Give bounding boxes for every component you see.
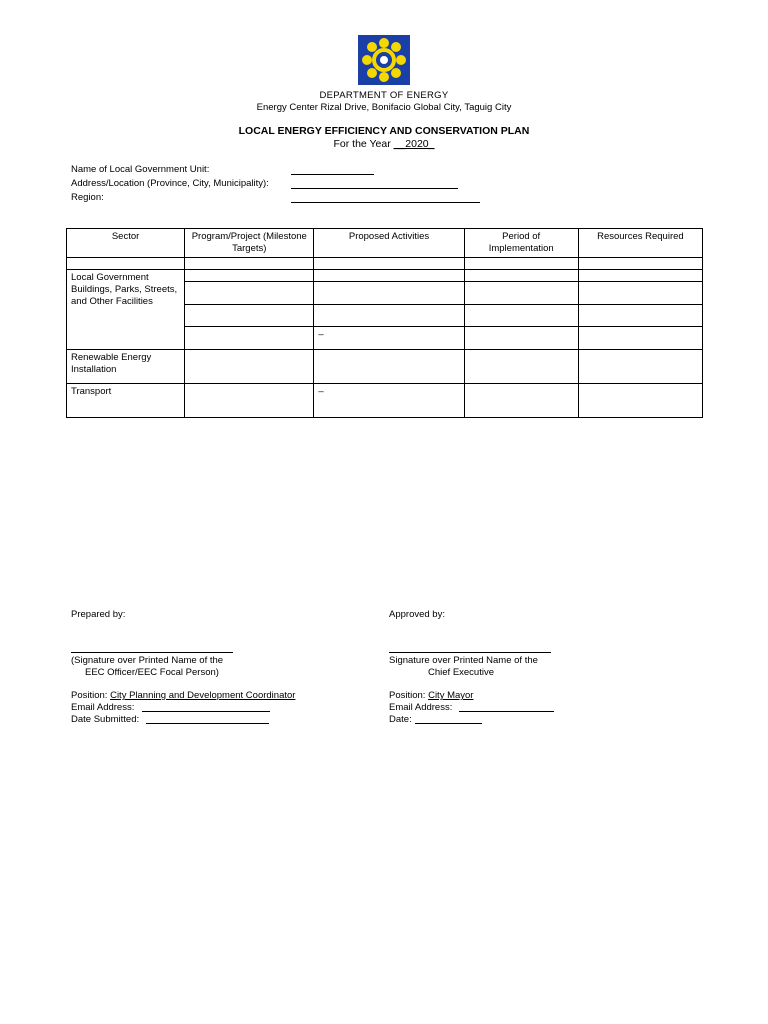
table-cell[interactable] <box>578 258 702 270</box>
table-cell[interactable] <box>464 270 578 282</box>
region-label: Region: <box>71 192 104 203</box>
table-cell[interactable] <box>185 327 314 350</box>
header-resources: Resources Required <box>578 229 702 258</box>
table-cell[interactable] <box>314 270 464 282</box>
address-field[interactable] <box>291 188 458 189</box>
address-label: Address/Location (Province, City, Municipality): <box>71 178 269 189</box>
prepared-signature-line[interactable] <box>71 652 233 653</box>
prepared-position-value: City Planning and Development Coordinator <box>110 690 296 701</box>
table-cell[interactable] <box>185 350 314 384</box>
approved-signature-caption-2: Chief Executive <box>428 667 495 678</box>
prepared-signature-caption-2: EEC Officer/EEC Focal Person) <box>85 667 219 678</box>
year-prefix: For the Year <box>333 138 394 150</box>
header-sector: Sector <box>67 229 185 258</box>
table-cell[interactable] <box>578 282 702 305</box>
table-cell[interactable] <box>185 282 314 305</box>
table-row <box>67 270 703 282</box>
prepared-signature-caption-1: (Signature over Printed Name of the <box>71 655 224 666</box>
table-cell[interactable] <box>578 327 702 350</box>
table-cell[interactable] <box>185 384 314 418</box>
table-header-row <box>67 229 703 258</box>
approved-date-label: Date: <box>389 714 412 725</box>
document-title: LOCAL ENERGY EFFICIENCY AND CONSERVATION PLAN <box>238 125 530 137</box>
department-name: DEPARTMENT OF ENERGY <box>319 90 449 101</box>
table-cell[interactable] <box>464 384 578 418</box>
prepared-email-label: Email Address: <box>71 702 135 713</box>
plan-year <box>0 138 768 150</box>
table-cell[interactable] <box>314 282 464 305</box>
approved-email-field[interactable] <box>459 711 554 712</box>
prepared-date-label: Date Submitted: <box>71 714 140 725</box>
prepared-by-label: Prepared by: <box>71 609 126 620</box>
approved-date-field[interactable] <box>415 723 482 724</box>
table-row <box>67 384 703 418</box>
table-cell[interactable] <box>314 258 464 270</box>
year-value: __2020_ <box>393 138 435 150</box>
department-address: Energy Center Rizal Drive, Bonifacio Global City, Taguig City <box>256 102 512 113</box>
lgu-name-label: Name of Local Government Unit: <box>71 164 210 175</box>
sector-government-buildings: Local Government Buildings, Parks, Streets, and Other Facilities <box>67 270 185 350</box>
table-cell[interactable] <box>578 350 702 384</box>
table-cell[interactable] <box>185 305 314 327</box>
prepared-position <box>71 690 295 702</box>
table-cell[interactable] <box>314 305 464 327</box>
lgu-name-field[interactable] <box>291 174 374 175</box>
table-cell[interactable] <box>464 305 578 327</box>
prepared-position-label: Position: <box>71 690 111 701</box>
header-program: Program/Project (Milestone Targets) <box>185 229 314 258</box>
table-row <box>67 350 703 384</box>
table-cell[interactable] <box>578 305 702 327</box>
activity-dash[interactable]: – <box>314 384 464 418</box>
prepared-date-field[interactable] <box>146 723 269 724</box>
table-cell[interactable] <box>464 282 578 305</box>
approved-signature-line[interactable] <box>389 652 551 653</box>
table-cell[interactable] <box>185 258 314 270</box>
table-cell[interactable] <box>464 350 578 384</box>
table-cell[interactable] <box>464 258 578 270</box>
doe-seal-icon <box>358 35 410 85</box>
approved-position-label: Position: <box>389 690 429 701</box>
sector-transport: Transport <box>67 384 185 418</box>
approved-by-label: Approved by: <box>389 609 445 620</box>
plan-table <box>66 228 703 418</box>
table-cell[interactable] <box>464 327 578 350</box>
sector-renewable-energy: Renewable Energy Installation <box>67 350 185 384</box>
table-row <box>67 258 703 270</box>
table-cell[interactable] <box>67 258 185 270</box>
approved-position <box>389 690 473 702</box>
region-field[interactable] <box>291 202 480 203</box>
approved-position-value: City Mayor <box>428 690 474 701</box>
approved-email-label: Email Address: <box>389 702 453 713</box>
table-cell[interactable] <box>578 270 702 282</box>
header-activities: Proposed Activities <box>314 229 464 258</box>
prepared-email-field[interactable] <box>142 711 270 712</box>
table-cell[interactable] <box>578 384 702 418</box>
approved-signature-caption-1: Signature over Printed Name of the <box>389 655 538 666</box>
table-cell[interactable] <box>314 350 464 384</box>
table-cell[interactable] <box>185 270 314 282</box>
header-period: Period of Implementation <box>464 229 578 258</box>
activity-dash[interactable]: – <box>314 327 464 350</box>
